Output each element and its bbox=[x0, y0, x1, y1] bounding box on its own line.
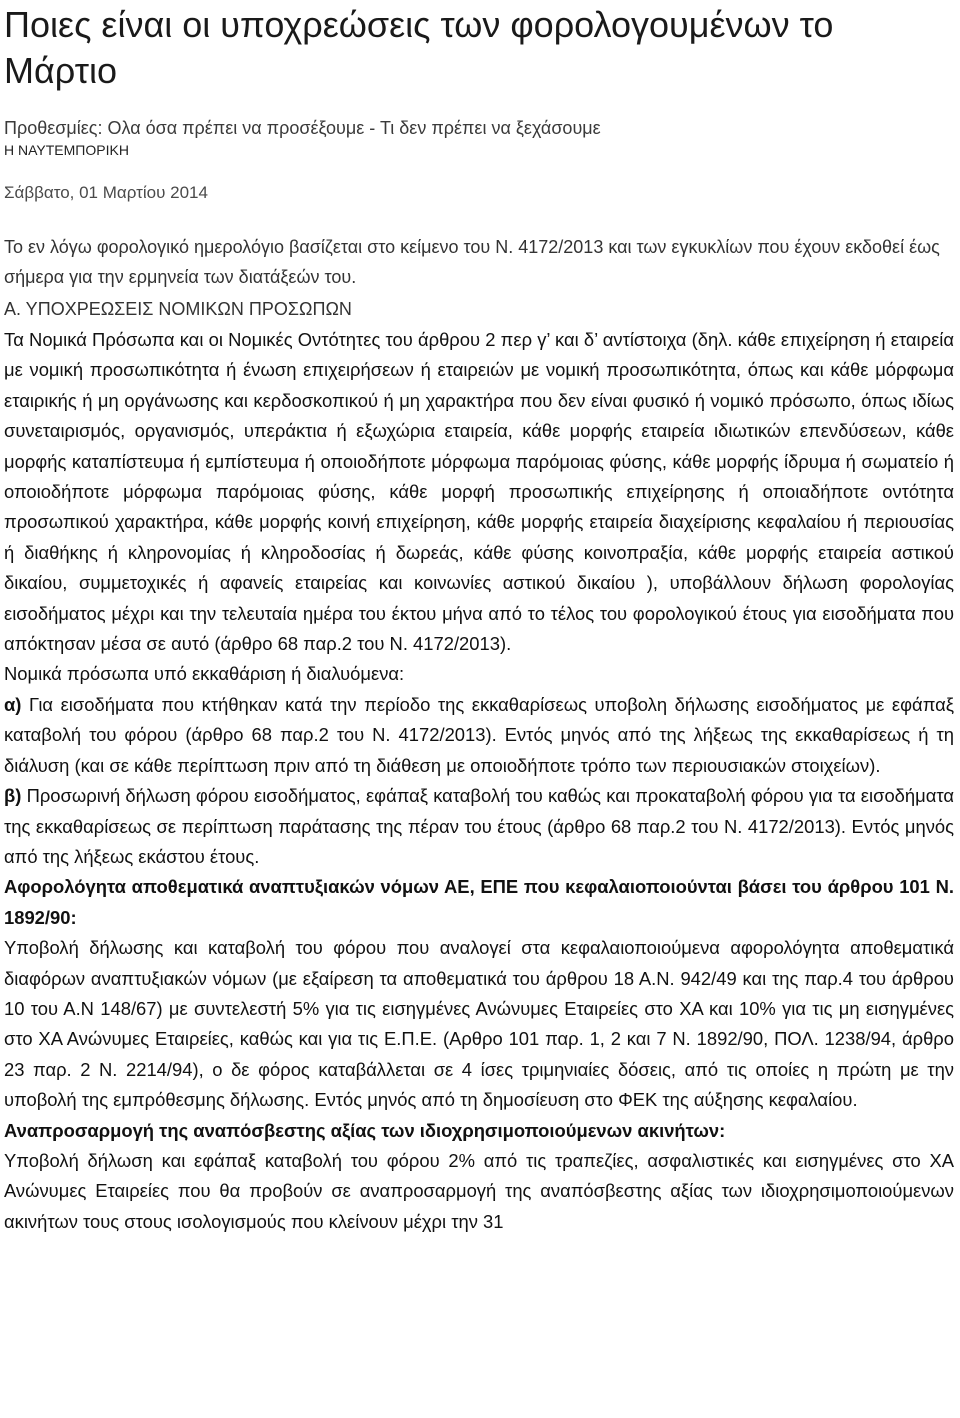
section-a-paragraph: Τα Νομικά Πρόσωπα και οι Νομικές Οντότητες του άρθρου 2 περ γ’ και δ’ αντίστοιχα (δηλ. κάθε επιχείρηση ή εταιρεία με νομική προσωπικότητα ή ένωση επιχειρήσεων ή εταιρειών με νομική προσωπικότητα, όπως και κάθε μόρφωμα εταιρικής ή μη οργάνωσης και κερδοσκοπικού ή μη χαρακτήρα που δεν είναι φυσικό ή νομικό πρόσωπο, όπως ιδίως συνεταιρισμός, οργανισμός, υπεράκτια ή εξωχώρια εταιρεία, κάθε μορφής εταιρεία ιδιωτικών επενδύσεων, κάθε μορφής καταπίστευμα ή εμπίστευμα ή οποιοδήποτε μόρφωμα παρόμοιας φύσης, κάθε μορφής ίδρυμα ή σωματείο ή οποιοδήποτε μόρφωμα παρόμοιας φύσης, κάθε μορφή προσωπικής επιχείρησης ή οποιαδήποτε οντότητα προσωπικού χαρακτήρα, κάθε μορφής κοινή επιχείρηση, κάθε μορφής εταιρεία διαχείρισης κεφαλαίου ή περιουσίας ή διαθήκης ή κληρονομίας ή κληροδοσίας ή δωρεάς, κάθε φύσης κοινοπραξία, κάθε μορφής εταιρεία αστικού δικαίου, συμμετοχικές ή αφανείς εταιρείας και κοινωνίες αστικού δικαίου ), υποβάλλουν δήλωση φορολογίας εισοδήματος μέχρι και την τελευταία ημέρα του έκτου μήνα από το τέλος του φορολογικού έτους για εισοδήματα που απόκτησαν μέσα σε αυτό (άρθρο 68 παρ.2 του Ν. 4172/2013). bbox=[4, 329, 954, 655]
section-a-heading: Α. ΥΠΟΧΡΕΩΣΕΙΣ ΝΟΜΙΚΩΝ ΠΡΟΣΩΠΩΝ bbox=[4, 299, 352, 319]
intro-paragraph: Το εν λόγω φορολογικό ημερολόγιο βασίζεται στο κείμενο του Ν. 4172/2013 και των εγκυκλίων που έχουν εκδοθεί έως σήμερα για την ερμηνεία των διατάξεών του. bbox=[4, 237, 940, 287]
item-a-paragraph bbox=[4, 690, 954, 781]
reserves-paragraph: Υποβολή δήλωσης και καταβολή του φόρου που αναλογεί στα κεφαλαιοποιούμενα αφορολόγητα αποθεματικά διαφόρων αναπτυξιακών νόμων (με εξαίρεση τα αποθεματικά του άρθρου 18 Α.Ν. 942/49 και της παρ.4 του άρθρου 10 του Α.Ν 148/67) με συντελεστή 5% για τις εισηγμένες Ανώνυμες Εταιρείες στο ΧΑ και 10% για τις μη εισηγμένες στο ΧΑ Ανώνυμες Εταιρείες, καθώς και για τις Ε.Π.Ε. (Αρθρο 101 παρ. 1, 2 και 7 Ν. 1892/90, ΠΟΛ. 1238/94, άρθρο 23 παρ. 2 Ν. 2214/94), ο δε φόρος καταβάλλεται σε 4 ίσες τριμηνιαίες δόσεις, από τις οποίες η πρώτη με την υποβολή της εμπρόθεσμης δήλωσης. Εντός μηνός από τη δημοσίευση στο ΦΕΚ της αύξησης κεφαλαίου. bbox=[4, 937, 954, 1111]
revaluation-heading bbox=[4, 1116, 954, 1146]
liquidation-heading: Νομικά πρόσωπα υπό εκκαθάριση ή διαλυόμενα: bbox=[4, 663, 405, 685]
item-b-label: β) bbox=[4, 785, 22, 807]
reserves-heading-text: Αφορολόγητα αποθεματικά αναπτυξιακών νόμων ΑΕ, ΕΠΕ που κεφαλαιοποιούνται βάσει του άρθρου 101 Ν. 1892/90: bbox=[4, 876, 954, 928]
item-b-paragraph bbox=[4, 781, 954, 872]
item-a-label: α) bbox=[4, 693, 22, 715]
article-body bbox=[4, 325, 954, 1237]
article-source: Η ΝΑΥΤΕΜΠΟΡΙΚΗ bbox=[4, 142, 129, 158]
article-subtitle: Προθεσμίες: Ολα όσα πρέπει να προσέξουμε - Τι δεν πρέπει να ξεχάσουμε bbox=[4, 118, 601, 138]
revaluation-paragraph: Υποβολή δήλωση και εφάπαξ καταβολή του φόρου 2% από τις τραπεζίες, ασφαλιστικές και εισηγμένες στο ΧΑ Ανώνυμες Εταιρείες που θα προβούν σε αναπροσαρμογή της αναπόσβεστης αξίας των ιδιοχρησιμοποιούμενων ακινήτων τους στους ισολογισμούς που κλείνουν μέχρι την 31 bbox=[4, 1149, 954, 1232]
article-date: Σάββατο, 01 Μαρτίου 2014 bbox=[4, 183, 208, 202]
item-b-text: Προσωρινή δήλωση φόρου εισοδήματος, εφάπαξ καταβολή του καθώς και προκαταβολή φόρου για τα εισοδήματα της εκκαθαρίσεως σε περίπτωση παράτασης της πέραν του έτους (άρθρο 68 παρ.2 του Ν. 4172/2013). Εντός μηνός από της λήξεως εκάστου έτους. bbox=[4, 785, 954, 867]
article-title: Ποιες είναι οι υποχρεώσεις των φορολογουμένων το Μάρτιο bbox=[4, 4, 834, 91]
reserves-heading bbox=[4, 872, 954, 933]
revaluation-heading-text: Αναπροσαρμογή της αναπόσβεστης αξίας των ιδιοχρησιμοποιούμενων ακινήτων: bbox=[4, 1119, 726, 1141]
item-a-text: Για εισοδήματα που κτήθηκαν κατά την περίοδο της εκκαθαρίσεως υποβολη δήλωσης εισοδήματος με εφάπαξ καταβολή του φόρου (άρθρο 68 παρ.2 του Ν. 4172/2013). Εντός μηνός από της λήξεως της εκκαθαρίσεως ή τη διάλυση (και σε κάθε περίπτωση πριν από τη διάθεση με οποιοδήποτε τρόπο των περιουσιακών στοιχείων). bbox=[4, 693, 954, 776]
